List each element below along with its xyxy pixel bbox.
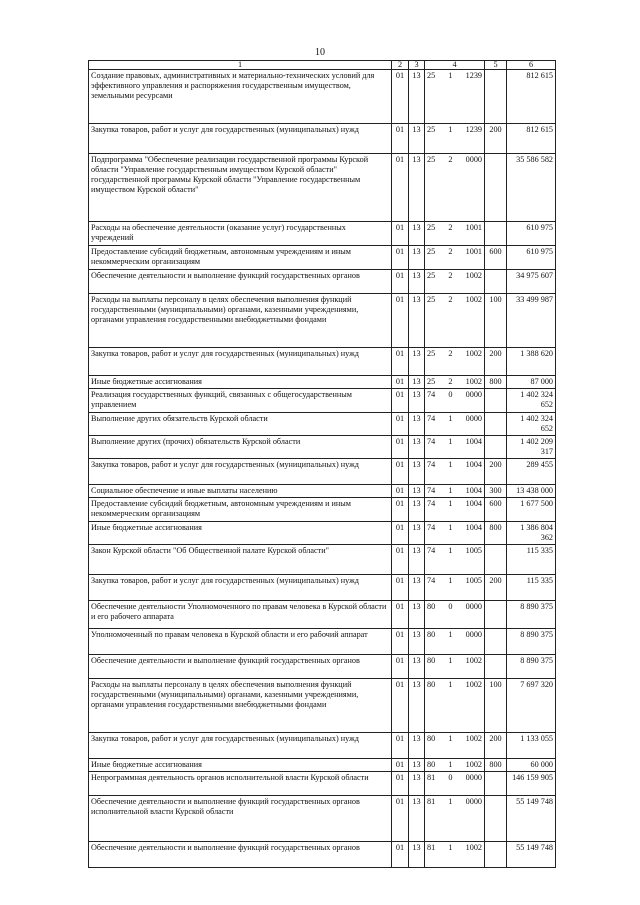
- row-section-code: 01: [392, 733, 409, 759]
- row-amount: 60 000: [507, 759, 556, 772]
- target-article-part: 1002: [465, 656, 482, 665]
- row-target-article: [425, 796, 485, 842]
- row-section-code: 01: [392, 522, 409, 545]
- row-amount: 33 499 987: [507, 294, 556, 348]
- row-expense-type: 300: [485, 485, 507, 498]
- row-description: Создание правовых, административных и материально-технических условий для эффективного управления и распоряжения государственным имуществом, земельными ресурсами: [89, 70, 392, 124]
- row-amount: 8 890 375: [507, 629, 556, 655]
- row-section-code: 01: [392, 124, 409, 154]
- target-article-part: 74: [427, 523, 436, 532]
- row-subsection-code: 13: [409, 376, 425, 389]
- row-subsection-code: 13: [409, 485, 425, 498]
- target-article-part: 74: [427, 486, 436, 495]
- row-subsection-code: 13: [409, 348, 425, 376]
- column-header: 4: [425, 61, 485, 70]
- target-article-part: 25: [427, 155, 436, 164]
- row-description: Обеспечение деятельности и выполнение функций государственных органов: [89, 842, 392, 868]
- row-expense-type: 200: [485, 348, 507, 376]
- row-expense-type: 800: [485, 522, 507, 545]
- target-article-part: 2: [448, 247, 453, 256]
- table-row: [89, 376, 556, 389]
- target-article-part: 1: [448, 656, 453, 665]
- target-article-part: 1: [448, 843, 453, 852]
- row-target-article: [425, 348, 485, 376]
- row-section-code: 01: [392, 545, 409, 575]
- row-subsection-code: 13: [409, 389, 425, 413]
- row-target-article: [425, 294, 485, 348]
- row-subsection-code: 13: [409, 294, 425, 348]
- table-row: [89, 246, 556, 270]
- row-amount: 1 402 209 317: [507, 436, 556, 459]
- target-article-part: 25: [427, 125, 436, 134]
- target-article-part: 1: [448, 523, 453, 532]
- row-amount: 13 438 000: [507, 485, 556, 498]
- row-target-article: [425, 376, 485, 389]
- row-section-code: 01: [392, 629, 409, 655]
- row-subsection-code: 13: [409, 70, 425, 124]
- target-article-part: 25: [427, 271, 436, 280]
- row-description: Закупка товаров, работ и услуг для государственных (муниципальных) нужд: [89, 459, 392, 485]
- row-target-article: [425, 485, 485, 498]
- row-description: Закупка товаров, работ и услуг для государственных (муниципальных) нужд: [89, 575, 392, 601]
- target-article-part: 74: [427, 390, 436, 399]
- row-section-code: 01: [392, 498, 409, 522]
- row-expense-type: 200: [485, 459, 507, 485]
- row-amount: 34 975 607: [507, 270, 556, 294]
- row-target-article: [425, 124, 485, 154]
- target-article-part: 25: [427, 349, 436, 358]
- target-article-part: 81: [427, 843, 436, 852]
- target-article-part: 80: [427, 760, 436, 769]
- row-section-code: 01: [392, 796, 409, 842]
- row-expense-type: [485, 436, 507, 459]
- target-article-part: 1002: [465, 349, 482, 358]
- target-article-part: 1: [448, 734, 453, 743]
- target-article-part: 74: [427, 546, 436, 555]
- target-article-part: 80: [427, 734, 436, 743]
- target-article-part: 0: [448, 602, 453, 611]
- target-article-part: 1001: [465, 247, 482, 256]
- row-description: Социальное обеспечение и иные выплаты населению: [89, 485, 392, 498]
- table-row: [89, 459, 556, 485]
- row-description: Расходы на выплаты персоналу в целях обеспечения выполнения функций государственными (муниципальными) органами, казенными учреждениями, органами управления государственными внебюджетными фондами: [89, 294, 392, 348]
- target-article-part: 1002: [465, 760, 482, 769]
- target-article-part: 1: [448, 546, 453, 555]
- target-article-part: 1004: [465, 523, 482, 532]
- row-section-code: 01: [392, 772, 409, 796]
- row-target-article: [425, 246, 485, 270]
- target-article-part: 74: [427, 499, 436, 508]
- row-description: Реализация государственных функций, связанных с общегосударственным управлением: [89, 389, 392, 413]
- row-section-code: 01: [392, 389, 409, 413]
- row-subsection-code: 13: [409, 246, 425, 270]
- row-amount: 812 615: [507, 70, 556, 124]
- row-expense-type: 600: [485, 246, 507, 270]
- row-expense-type: 100: [485, 294, 507, 348]
- target-article-part: 1002: [465, 734, 482, 743]
- column-header: 1: [89, 61, 392, 70]
- row-expense-type: [485, 154, 507, 222]
- row-description: Выполнение других (прочих) обязательств Курской области: [89, 436, 392, 459]
- row-description: Предоставление субсидий бюджетным, автономным учреждениям и иным некоммерческим организациям: [89, 246, 392, 270]
- column-header: 5: [485, 61, 507, 70]
- target-article-part: 1: [448, 71, 453, 80]
- row-expense-type: 100: [485, 679, 507, 733]
- target-article-part: 0000: [465, 773, 482, 782]
- table-row: [89, 522, 556, 545]
- row-section-code: 01: [392, 70, 409, 124]
- row-amount: 289 455: [507, 459, 556, 485]
- row-section-code: 01: [392, 601, 409, 629]
- row-target-article: [425, 154, 485, 222]
- table-header-row: [89, 61, 556, 70]
- budget-table: [88, 60, 556, 868]
- row-section-code: 01: [392, 348, 409, 376]
- target-article-part: 1: [448, 125, 453, 134]
- row-section-code: 01: [392, 842, 409, 868]
- row-subsection-code: 13: [409, 459, 425, 485]
- table-row: [89, 294, 556, 348]
- target-article-part: 1004: [465, 486, 482, 495]
- row-subsection-code: 13: [409, 842, 425, 868]
- table-row: [89, 389, 556, 413]
- row-target-article: [425, 389, 485, 413]
- row-description: Иные бюджетные ассигнования: [89, 522, 392, 545]
- table-row: [89, 222, 556, 246]
- target-article-part: 80: [427, 656, 436, 665]
- row-section-code: 01: [392, 246, 409, 270]
- target-article-part: 74: [427, 437, 436, 446]
- row-amount: 115 335: [507, 575, 556, 601]
- row-section-code: 01: [392, 759, 409, 772]
- row-description: Иные бюджетные ассигнования: [89, 376, 392, 389]
- row-subsection-code: 13: [409, 601, 425, 629]
- table-row: [89, 348, 556, 376]
- row-description: Закупка товаров, работ и услуг для государственных (муниципальных) нужд: [89, 348, 392, 376]
- row-expense-type: [485, 655, 507, 679]
- table-row: [89, 124, 556, 154]
- row-subsection-code: 13: [409, 498, 425, 522]
- row-subsection-code: 13: [409, 759, 425, 772]
- row-section-code: 01: [392, 413, 409, 436]
- row-subsection-code: 13: [409, 545, 425, 575]
- row-target-article: [425, 655, 485, 679]
- row-amount: 1 402 324 652: [507, 413, 556, 436]
- target-article-part: 1: [448, 499, 453, 508]
- table-row: [89, 629, 556, 655]
- target-article-part: 1: [448, 576, 453, 585]
- row-target-article: [425, 436, 485, 459]
- target-article-part: 2: [448, 349, 453, 358]
- page-number: 10: [315, 47, 325, 58]
- target-article-part: 1: [448, 414, 453, 423]
- column-header: 2: [392, 61, 409, 70]
- table-row: [89, 772, 556, 796]
- row-subsection-code: 13: [409, 733, 425, 759]
- target-article-part: 1: [448, 797, 453, 806]
- row-description: Уполномоченный по правам человека в Курской области и его рабочий аппарат: [89, 629, 392, 655]
- row-amount: 1 386 804 362: [507, 522, 556, 545]
- target-article-part: 2: [448, 155, 453, 164]
- row-expense-type: [485, 796, 507, 842]
- row-target-article: [425, 459, 485, 485]
- row-subsection-code: 13: [409, 436, 425, 459]
- target-article-part: 0: [448, 773, 453, 782]
- table-row: [89, 70, 556, 124]
- row-description: Непрограммная деятельность органов исполнительной власти Курской области: [89, 772, 392, 796]
- row-section-code: 01: [392, 436, 409, 459]
- target-article-part: 81: [427, 797, 436, 806]
- target-article-part: 0000: [465, 630, 482, 639]
- target-article-part: 74: [427, 460, 436, 469]
- row-amount: 812 615: [507, 124, 556, 154]
- target-article-part: 80: [427, 602, 436, 611]
- row-amount: 1 677 500: [507, 498, 556, 522]
- target-article-part: 2: [448, 223, 453, 232]
- target-article-part: 25: [427, 71, 436, 80]
- row-amount: 55 149 748: [507, 842, 556, 868]
- table-row: [89, 436, 556, 459]
- row-description: Обеспечение деятельности и выполнение функций государственных органов: [89, 655, 392, 679]
- target-article-part: 0000: [465, 155, 482, 164]
- row-description: Подпрограмма "Обеспечение реализации государственной программы Курской области "Управление государственным имуществом Курской области" государственной программы Курской области "Управление государственным имуществом Курской области": [89, 154, 392, 222]
- row-description: Выполнение других обязательств Курской области: [89, 413, 392, 436]
- row-description: Закупка товаров, работ и услуг для государственных (муниципальных) нужд: [89, 733, 392, 759]
- row-expense-type: [485, 842, 507, 868]
- row-target-article: [425, 629, 485, 655]
- table-row: [89, 413, 556, 436]
- target-article-part: 2: [448, 377, 453, 386]
- row-target-article: [425, 772, 485, 796]
- row-section-code: 01: [392, 575, 409, 601]
- target-article-part: 0000: [465, 602, 482, 611]
- row-description: Обеспечение деятельности и выполнение функций государственных органов: [89, 270, 392, 294]
- row-target-article: [425, 270, 485, 294]
- target-article-part: 1239: [465, 71, 482, 80]
- row-expense-type: [485, 601, 507, 629]
- row-expense-type: 600: [485, 498, 507, 522]
- target-article-part: 2: [448, 271, 453, 280]
- table-row: [89, 545, 556, 575]
- target-article-part: 1004: [465, 437, 482, 446]
- target-article-part: 1002: [465, 271, 482, 280]
- table-row: [89, 679, 556, 733]
- target-article-part: 1002: [465, 295, 482, 304]
- table-row: [89, 575, 556, 601]
- target-article-part: 2: [448, 295, 453, 304]
- row-amount: 610 975: [507, 222, 556, 246]
- target-article-part: 1: [448, 486, 453, 495]
- row-subsection-code: 13: [409, 270, 425, 294]
- row-expense-type: 200: [485, 575, 507, 601]
- column-header: 6: [507, 61, 556, 70]
- target-article-part: 25: [427, 247, 436, 256]
- row-expense-type: 800: [485, 376, 507, 389]
- target-article-part: 0000: [465, 390, 482, 399]
- row-amount: 115 335: [507, 545, 556, 575]
- row-expense-type: [485, 772, 507, 796]
- row-subsection-code: 13: [409, 679, 425, 733]
- row-target-article: [425, 498, 485, 522]
- row-subsection-code: 13: [409, 655, 425, 679]
- target-article-part: 0000: [465, 414, 482, 423]
- target-article-part: 25: [427, 377, 436, 386]
- table-row: [89, 759, 556, 772]
- row-section-code: 01: [392, 376, 409, 389]
- target-article-part: 80: [427, 630, 436, 639]
- row-target-article: [425, 679, 485, 733]
- row-subsection-code: 13: [409, 772, 425, 796]
- target-article-part: 1: [448, 680, 453, 689]
- row-section-code: 01: [392, 270, 409, 294]
- row-subsection-code: 13: [409, 222, 425, 246]
- row-description: Расходы на обеспечение деятельности (оказание услуг) государственных учреждений: [89, 222, 392, 246]
- row-section-code: 01: [392, 222, 409, 246]
- row-description: Иные бюджетные ассигнования: [89, 759, 392, 772]
- target-article-part: 0000: [465, 797, 482, 806]
- row-description: Расходы на выплаты персоналу в целях обеспечения выполнения функций государственными (муниципальными) органами, казенными учреждениями, органами управления государственными внебюджетными фондами: [89, 679, 392, 733]
- row-expense-type: [485, 222, 507, 246]
- target-article-part: 1004: [465, 499, 482, 508]
- target-article-part: 1: [448, 630, 453, 639]
- target-article-part: 25: [427, 223, 436, 232]
- target-article-part: 0: [448, 390, 453, 399]
- row-amount: 35 586 582: [507, 154, 556, 222]
- row-amount: 146 159 905: [507, 772, 556, 796]
- row-expense-type: 200: [485, 733, 507, 759]
- target-article-part: 1004: [465, 460, 482, 469]
- row-target-article: [425, 575, 485, 601]
- row-subsection-code: 13: [409, 522, 425, 545]
- row-amount: 1 402 324 652: [507, 389, 556, 413]
- row-target-article: [425, 522, 485, 545]
- row-target-article: [425, 601, 485, 629]
- target-article-part: 1: [448, 437, 453, 446]
- row-section-code: 01: [392, 459, 409, 485]
- row-subsection-code: 13: [409, 413, 425, 436]
- row-subsection-code: 13: [409, 629, 425, 655]
- target-article-part: 1005: [465, 546, 482, 555]
- table-row: [89, 601, 556, 629]
- table-row: [89, 485, 556, 498]
- row-target-article: [425, 222, 485, 246]
- target-article-part: 81: [427, 773, 436, 782]
- row-amount: 610 975: [507, 246, 556, 270]
- row-subsection-code: 13: [409, 575, 425, 601]
- target-article-part: 1: [448, 760, 453, 769]
- row-description: Обеспечение деятельности и выполнение функций государственных органов исполнительной власти Курской области: [89, 796, 392, 842]
- row-description: Предоставление субсидий бюджетным, автономным учреждениям и иным некоммерческим организациям: [89, 498, 392, 522]
- row-amount: 7 697 320: [507, 679, 556, 733]
- target-article-part: 1001: [465, 223, 482, 232]
- table-row: [89, 733, 556, 759]
- row-section-code: 01: [392, 679, 409, 733]
- row-expense-type: [485, 70, 507, 124]
- target-article-part: 80: [427, 680, 436, 689]
- row-description: Закон Курской области "Об Общественной палате Курской области": [89, 545, 392, 575]
- target-article-part: 74: [427, 414, 436, 423]
- row-amount: 1 133 055: [507, 733, 556, 759]
- table-row: [89, 655, 556, 679]
- row-expense-type: [485, 389, 507, 413]
- row-section-code: 01: [392, 485, 409, 498]
- row-amount: 55 149 748: [507, 796, 556, 842]
- row-expense-type: [485, 629, 507, 655]
- row-expense-type: 800: [485, 759, 507, 772]
- row-target-article: [425, 759, 485, 772]
- target-article-part: 25: [427, 295, 436, 304]
- target-article-part: 1: [448, 460, 453, 469]
- table-row: [89, 270, 556, 294]
- target-article-part: 74: [427, 576, 436, 585]
- target-article-part: 1002: [465, 377, 482, 386]
- row-target-article: [425, 70, 485, 124]
- table-row: [89, 498, 556, 522]
- row-description: Закупка товаров, работ и услуг для государственных (муниципальных) нужд: [89, 124, 392, 154]
- column-header: 3: [409, 61, 425, 70]
- target-article-part: 1005: [465, 576, 482, 585]
- target-article-part: 1002: [465, 680, 482, 689]
- row-section-code: 01: [392, 655, 409, 679]
- row-amount: 1 388 620: [507, 348, 556, 376]
- row-subsection-code: 13: [409, 154, 425, 222]
- table-row: [89, 154, 556, 222]
- row-amount: 87 000: [507, 376, 556, 389]
- row-subsection-code: 13: [409, 796, 425, 842]
- row-section-code: 01: [392, 154, 409, 222]
- row-amount: 8 890 375: [507, 601, 556, 629]
- row-target-article: [425, 842, 485, 868]
- row-expense-type: [485, 270, 507, 294]
- row-section-code: 01: [392, 294, 409, 348]
- target-article-part: 1239: [465, 125, 482, 134]
- row-target-article: [425, 545, 485, 575]
- row-subsection-code: 13: [409, 124, 425, 154]
- row-target-article: [425, 733, 485, 759]
- row-description: Обеспечение деятельности Уполномоченного по правам человека в Курской области и его рабочего аппарата: [89, 601, 392, 629]
- row-expense-type: [485, 545, 507, 575]
- table-row: [89, 842, 556, 868]
- row-expense-type: [485, 413, 507, 436]
- row-expense-type: 200: [485, 124, 507, 154]
- row-amount: 8 890 375: [507, 655, 556, 679]
- target-article-part: 1002: [465, 843, 482, 852]
- row-target-article: [425, 413, 485, 436]
- table-row: [89, 796, 556, 842]
